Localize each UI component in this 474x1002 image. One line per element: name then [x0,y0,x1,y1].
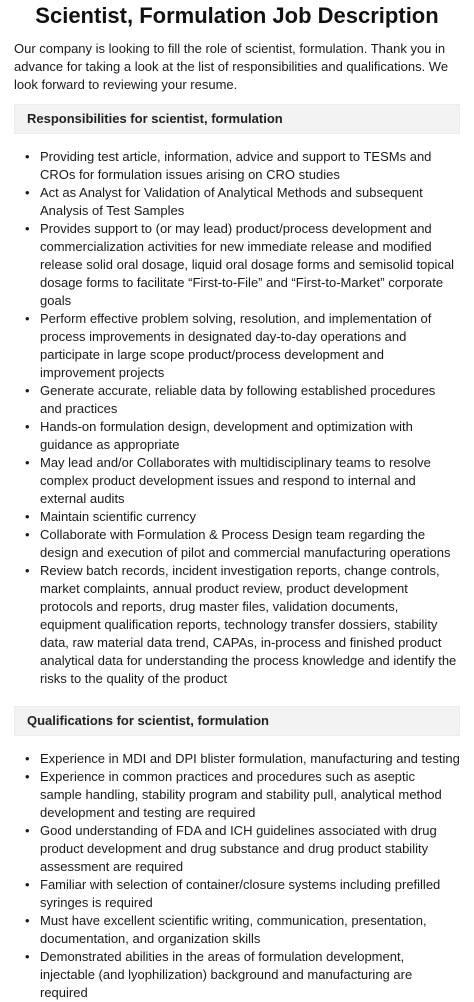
qualifications-list [14,750,460,1002]
list-item: • May lead and/or Collaborates with multidisciplinary teams to resolve complex product development issues and respond to internal and external audits [40,454,460,508]
list-item: • Experience in common practices and procedures such as aseptic sample handling, stability program and stability pull, analytical method development and testing are required [40,768,460,822]
responsibilities-header: Responsibilities for scientist, formulation [14,104,460,134]
list-item: • Familiar with selection of container/closure systems including prefilled syringes is required [40,876,460,912]
list-item: • Must have excellent scientific writing, communication, presentation, documentation, and organization skills [40,912,460,948]
list-item: • Review batch records, incident investigation reports, change controls, market complaints, annual product review, product development protocols and reports, drug master files, validation documents, equipment qualification reports, technology transfer dossiers, stability data, raw material data trend, CAPAs, in-process and finished product analytical data for understanding the process knowledge and identify the risks to the quality of the product [40,562,460,688]
qualifications-header: Qualifications for scientist, formulation [14,706,460,736]
list-item: • Generate accurate, reliable data by following established procedures and practices [40,382,460,418]
list-item: • Providing test article, information, advice and support to TESMs and CROs for formulation issues arising on CRO studies [40,148,460,184]
intro-paragraph: Our company is looking to fill the role of scientist, formulation. Thank you in advance for taking a look at the list of responsibilities and qualifications. We look forward to reviewing your resume. [14,41,449,92]
list-item: • Provides support to (or may lead) product/process development and commercialization activities for new immediate release and modified release solid oral dosage, liquid oral dosage forms and semisolid topical dosage forms to facilitate “First-to-File” and “First-to-Market” corporate goals [40,220,460,310]
page-title: Scientist, Formulation Job Description [35,3,439,28]
list-item: • Demonstrated abilities in the areas of formulation development, injectable (and lyophilization) background and manufacturing are required [40,948,460,1002]
list-item: • Hands-on formulation design, development and optimization with guidance as appropriate [40,418,460,454]
list-item: • Good understanding of FDA and ICH guidelines associated with drug product development and drug substance and drug product stability assessment are required [40,822,460,876]
list-item: • Perform effective problem solving, resolution, and implementation of process improvements in designated day-to-day operations and participate in large scope product/process development and improvement projects [40,310,460,382]
list-item: • Maintain scientific currency [40,508,460,526]
list-item: • Collaborate with Formulation & Process Design team regarding the design and execution of pilot and commercial manufacturing operations [40,526,460,562]
list-item: • Experience in MDI and DPI blister formulation, manufacturing and testing [40,750,460,768]
responsibilities-list [14,148,460,688]
list-item: • Act as Analyst for Validation of Analytical Methods and subsequent Analysis of Test Samples [40,184,460,220]
